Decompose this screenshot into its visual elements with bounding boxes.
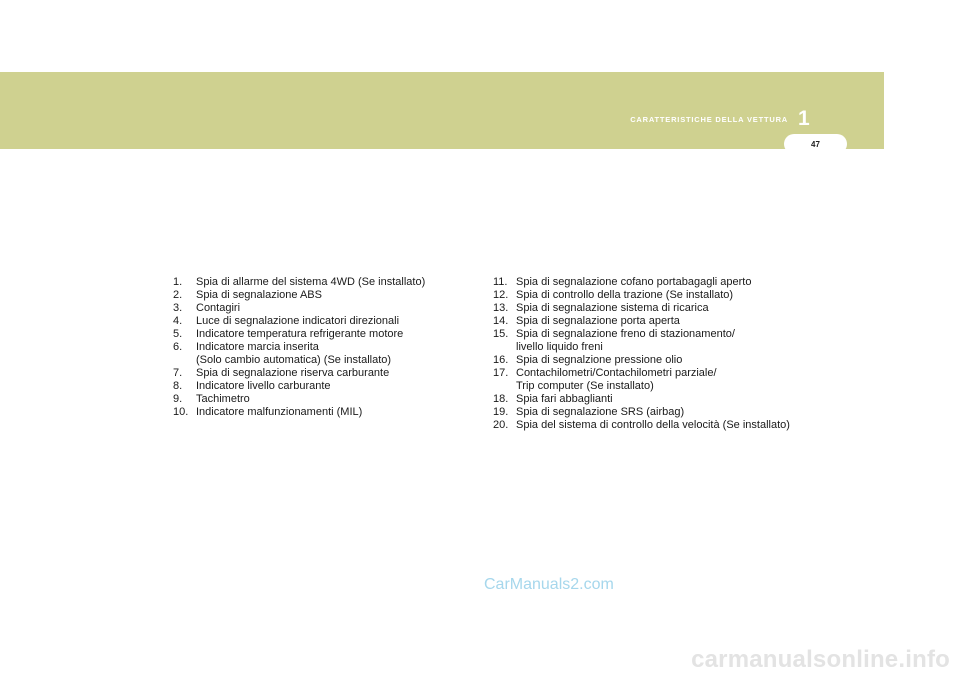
legend-item [173, 393, 425, 406]
legend-item [493, 354, 790, 367]
legend-item-line: Spia di segnalazione freno di stazionamento/ [516, 328, 735, 340]
legend-item [493, 328, 790, 354]
legend-item [173, 406, 425, 419]
legend-item-line: Spia di segnalzione pressione olio [516, 354, 683, 366]
legend-item-line: Indicatore marcia inserita [196, 341, 319, 353]
legend-item [173, 367, 425, 380]
legend-item-line: Indicatore malfunzionamenti (MIL) [196, 406, 363, 418]
legend-item-text [516, 328, 735, 354]
legend-item-line: Trip computer (Se installato) [516, 380, 654, 392]
legend-item [493, 367, 790, 393]
legend-item-text [196, 341, 391, 367]
legend-item-text [196, 393, 250, 406]
legend-item [173, 276, 425, 289]
legend-item-line: Spia di segnalazione cofano portabagagli aperto [516, 276, 752, 288]
legend-item-text [196, 289, 322, 302]
legend-item-line: Spia di controllo della trazione (Se installato) [516, 289, 734, 301]
legend-item-text [196, 276, 425, 289]
legend-item [493, 406, 790, 419]
legend-item-number: 12. [493, 289, 509, 301]
legend-item [173, 289, 425, 302]
legend-item-line: Spia di allarme del sistema 4WD (Se installato) [196, 276, 426, 288]
legend-item [173, 380, 425, 393]
legend-item-text [516, 419, 790, 432]
legend-item-line: Tachimetro [196, 393, 250, 405]
legend-item-line: Indicatore temperatura refrigerante motore [196, 328, 404, 340]
legend-item-number: 15. [493, 328, 509, 340]
legend-item-number: 20. [493, 419, 509, 431]
legend-item-number: 16. [493, 354, 509, 366]
legend-item-line: Spia di segnalazione sistema di ricarica [516, 302, 709, 314]
legend-item-line: Spia di segnalazione porta aperta [516, 315, 680, 327]
legend-item-text [196, 328, 403, 341]
legend-item-number: 13. [493, 302, 509, 314]
legend-item [173, 302, 425, 315]
legend-item [173, 328, 425, 341]
legend-item-text [196, 367, 389, 380]
legend-item-number: 6. [173, 341, 183, 353]
legend-item-text [516, 393, 613, 406]
legend-item [493, 393, 790, 406]
legend-item-number: 7. [173, 367, 183, 379]
legend-item [173, 315, 425, 328]
legend-item-number: 5. [173, 328, 183, 340]
legend-item [493, 315, 790, 328]
legend-item-line: Spia di segnalazione ABS [196, 289, 322, 301]
legend-item-number: 18. [493, 393, 509, 405]
legend-item-text [516, 367, 717, 393]
legend-item [173, 341, 425, 367]
legend-item-line: Contagiri [196, 302, 241, 314]
legend-item-line: Spia di segnalazione SRS (airbag) [516, 406, 685, 418]
legend-item-text [196, 380, 331, 393]
legend-item-number: 3. [173, 302, 183, 314]
legend-list-right [493, 276, 790, 432]
page-number: 47 [811, 140, 820, 149]
legend-item-text [516, 276, 751, 289]
legend-item-line: Spia di segnalazione riserva carburante [196, 367, 390, 379]
legend-item-text [516, 302, 709, 315]
legend-item-text [516, 406, 684, 419]
watermark-carmanuals2[interactable]: CarManuals2.com [484, 576, 614, 593]
legend-item [493, 302, 790, 315]
chapter-number: 1 [798, 107, 810, 130]
legend-item-number: 2. [173, 289, 183, 301]
legend-list-left [173, 276, 425, 419]
legend-item-text [516, 354, 682, 367]
legend-item-text [196, 406, 362, 419]
legend-item-number: 9. [173, 393, 183, 405]
legend-item-number: 8. [173, 380, 183, 392]
section-title: CARATTERISTICHE DELLA VETTURA [630, 115, 788, 124]
legend-item-text [196, 302, 240, 315]
legend-item-number: 1. [173, 276, 183, 288]
legend-item-line: Indicatore livello carburante [196, 380, 331, 392]
legend-item-text [196, 315, 399, 328]
watermark-carmanualsonline[interactable]: carmanualsonline.info [691, 646, 950, 673]
legend-item-number: 17. [493, 367, 509, 379]
legend-item-line: Luce di segnalazione indicatori direzionali [196, 315, 400, 327]
legend-item-number: 19. [493, 406, 509, 418]
legend-item-line: Contachilometri/Contachilometri parziale/ [516, 367, 717, 379]
legend-item-number: 14. [493, 315, 509, 327]
legend-item-line: Spia del sistema di controllo della velocità (Se installato) [516, 419, 790, 431]
header-band [0, 72, 884, 149]
legend-item-number: 10. [173, 406, 189, 418]
legend-item [493, 289, 790, 302]
legend-item-line: livello liquido freni [516, 341, 603, 353]
legend-item-text [516, 315, 680, 328]
legend-item-line: Spia fari abbaglianti [516, 393, 613, 405]
legend-item-text [516, 289, 733, 302]
legend-item-number: 11. [493, 276, 508, 288]
legend-item [493, 419, 790, 432]
legend-item-number: 4. [173, 315, 183, 327]
legend-item [493, 276, 790, 289]
legend-item-line: (Solo cambio automatica) (Se installato) [196, 354, 392, 366]
